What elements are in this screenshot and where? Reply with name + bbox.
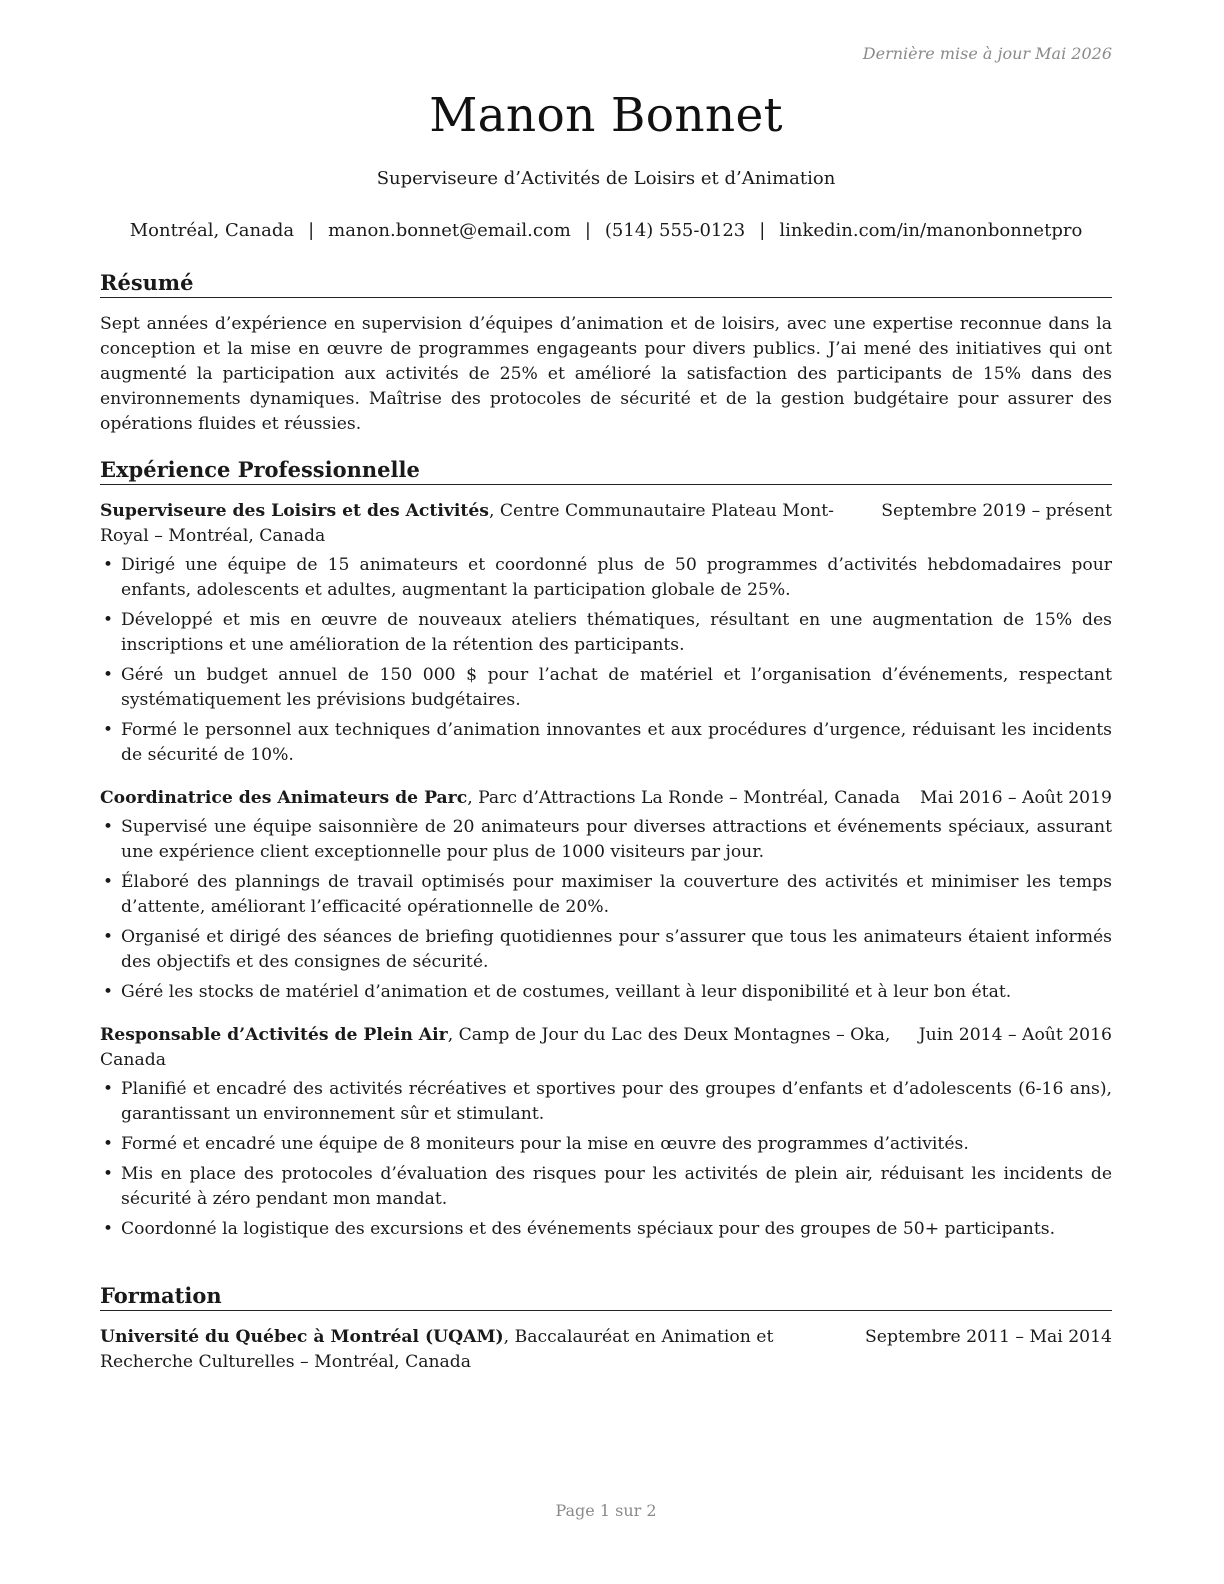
contact-line xyxy=(100,220,1112,241)
education-entry xyxy=(100,1325,1112,1375)
contact-separator: | xyxy=(308,220,315,241)
list-item: • Organisé et dirigé des séances de briefing quotidiennes pour s’assurer que tous les animateurs étaient informés des objectifs et des consignes de sécurité. xyxy=(103,927,1112,972)
list-item: • Formé le personnel aux techniques d’animation innovantes et aux procédures d’urgence, réduisant les incidents de sécurité de 10%. xyxy=(103,720,1112,765)
summary-section xyxy=(100,270,1112,437)
list-item: • Géré les stocks de matériel d’animation et de costumes, veillant à leur disponibilité et à leur bon état. xyxy=(103,982,1012,1002)
page-number: Page 1 sur 2 xyxy=(555,1501,657,1520)
job-header xyxy=(100,499,1112,549)
resume-page xyxy=(100,0,1112,1584)
job-bullets xyxy=(100,1077,1112,1242)
last-updated: Dernière mise à jour Mai 2026 xyxy=(862,44,1112,63)
education-dates: Septembre 2011 – Mai 2014 xyxy=(865,1327,1112,1347)
job-title: Superviseure des Loisirs et des Activités xyxy=(100,501,489,521)
job-title: Responsable d’Activités de Plein Air xyxy=(100,1025,448,1045)
contact-separator: | xyxy=(584,220,591,241)
job-header xyxy=(100,786,1112,811)
experience-heading: Expérience Professionnelle xyxy=(100,457,1112,485)
list-item: • Élaboré des plannings de travail optimisés pour maximiser la couverture des activités et minimiser les temps d’attente, améliorant l’efficacité opérationnelle de 20%. xyxy=(103,872,1112,917)
summary-text: Sept années d’expérience en supervision d’équipes d’animation et de loisirs, avec une expertise reconnue dans la conception et la mise en œuvre de programmes engageants pour divers publics. J’ai mené des initiatives qui ont augmenté la participation aux activités de 25% et amélioré la satisfaction des participants de 15% dans des environnements dynamiques. Maîtrise des protocoles de sécurité et de la gestion budgétaire pour assurer des opérations fluides et réussies. xyxy=(100,314,1112,434)
job-dates: Mai 2016 – Août 2019 xyxy=(919,788,1112,808)
job-entry xyxy=(100,499,1112,768)
list-item: • Coordonné la logistique des excursions et des événements spéciaux pour des groupes de 50+ participants. xyxy=(103,1219,1056,1239)
job-header xyxy=(100,1023,1112,1073)
contact-location: Montréal, Canada xyxy=(129,220,295,241)
job-bullets xyxy=(100,815,1112,1005)
job-dates: Septembre 2019 – présent xyxy=(881,501,1112,521)
list-item: • Planifié et encadré des activités récréatives et sportives pour des groupes d’enfants et d’adolescents (6-16 ans), garantissant un environnement sûr et stimulant. xyxy=(103,1079,1112,1124)
list-item: • Géré un budget annuel de 150 000 $ pour l’achat de matériel et l’organisation d’événements, respectant systématiquement les prévisions budgétaires. xyxy=(103,665,1112,710)
job-organization: , Centre Communautaire Plateau Mont-Royal – Montréal, Canada xyxy=(100,501,834,546)
job-organization: , Parc d’Attractions La Ronde – Montréal, Canada xyxy=(467,788,901,808)
contact-phone: (514) 555-0123 xyxy=(604,220,746,241)
contact-linkedin[interactable]: linkedin.com/in/manonbonnetpro xyxy=(779,220,1083,241)
degree-name: , Baccalauréat en Animation et Recherche Culturelles – Montréal, Canada xyxy=(100,1327,774,1372)
list-item: • Mis en place des protocoles d’évaluation des risques pour les activités de plein air, réduisant les incidents de sécurité à zéro pendant mon mandat. xyxy=(103,1164,1112,1209)
candidate-title: Superviseure d’Activités de Loisirs et d’Animation xyxy=(376,168,836,189)
job-dates: Juin 2014 – Août 2016 xyxy=(918,1025,1112,1045)
job-entry xyxy=(100,786,1112,1005)
education-section xyxy=(100,1283,1112,1375)
job-title: Coordinatrice des Animateurs de Parc xyxy=(100,788,468,808)
education-heading: Formation xyxy=(100,1283,1112,1311)
list-item: • Développé et mis en œuvre de nouveaux ateliers thématiques, résultant en une augmentation de 15% des inscriptions et une amélioration de la rétention des participants. xyxy=(103,610,1112,655)
list-item: • Dirigé une équipe de 15 animateurs et coordonné plus de 50 programmes d’activités hebdomadaires pour enfants, adolescents et adultes, augmentant la participation globale de 25%. xyxy=(103,555,1112,600)
list-item: • Formé et encadré une équipe de 8 moniteurs pour la mise en œuvre des programmes d’activités. xyxy=(103,1134,969,1154)
school-name: Université du Québec à Montréal (UQAM) xyxy=(100,1327,504,1347)
list-item: • Supervisé une équipe saisonnière de 20 animateurs pour diverses attractions et événements spéciaux, assurant une expérience client exceptionnelle pour plus de 1000 visiteurs par jour. xyxy=(103,817,1112,862)
candidate-name: Manon Bonnet xyxy=(429,88,783,143)
job-entry xyxy=(100,1023,1112,1242)
job-bullets xyxy=(100,553,1112,768)
contact-separator: | xyxy=(759,220,766,241)
summary-heading: Résumé xyxy=(100,270,1112,298)
job-organization: , Camp de Jour du Lac des Deux Montagnes – Oka, Canada xyxy=(100,1025,891,1070)
contact-email[interactable]: manon.bonnet@email.com xyxy=(328,220,571,241)
experience-section xyxy=(100,457,1112,1247)
